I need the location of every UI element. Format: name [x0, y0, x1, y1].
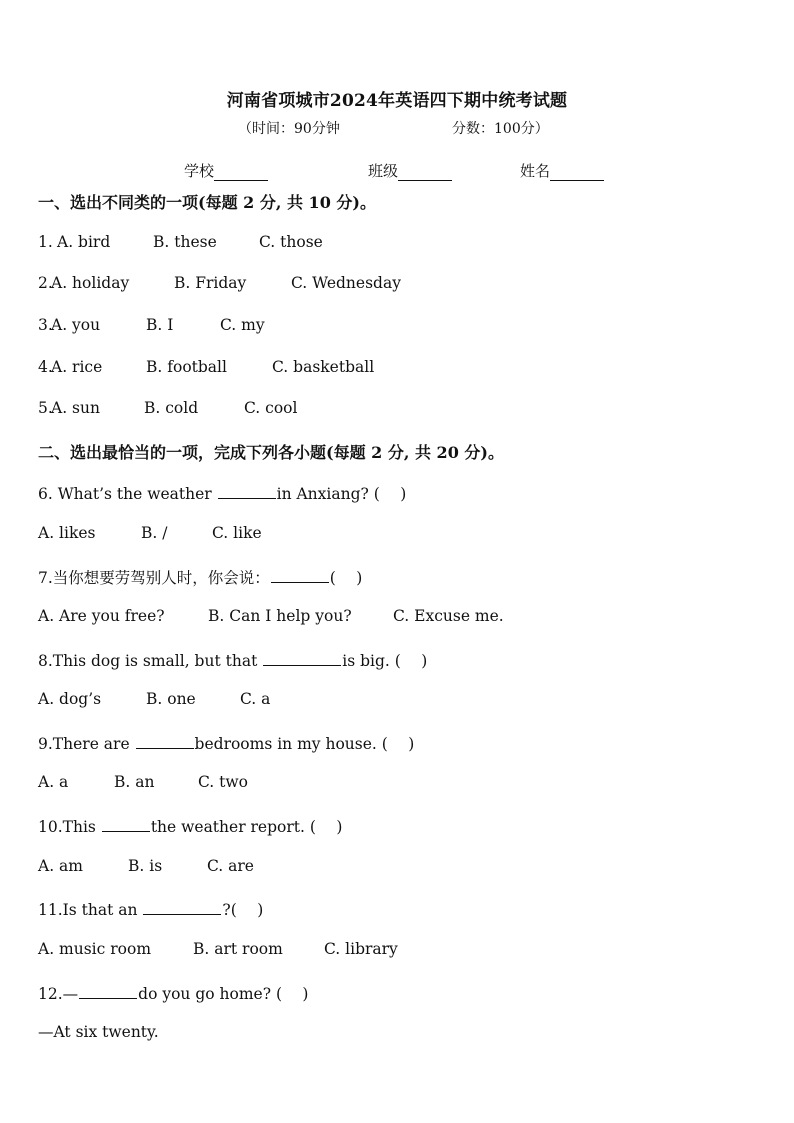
option-a: A. am: [38, 857, 83, 875]
option-a: A. a: [38, 773, 69, 791]
name-label: 姓名: [520, 162, 551, 180]
option-a: A. bird: [57, 233, 111, 251]
school-label: 学校: [184, 162, 215, 180]
exam-score: 分数：100分）: [452, 121, 549, 137]
option-c: C. like: [212, 524, 262, 542]
question-number: 5.: [38, 399, 53, 417]
question-8: [38, 649, 427, 671]
question-stem-start: 11.Is that an: [38, 901, 143, 919]
option-b: B. art room: [193, 940, 283, 958]
option-b: B. these: [153, 233, 217, 251]
question-6: [38, 482, 406, 504]
option-a: A. dog’s: [38, 690, 102, 708]
option-c: C. two: [198, 773, 248, 791]
question-stem-start: 6. What’s the weather: [38, 485, 217, 503]
option-c: C. those: [259, 233, 323, 251]
question-2: [38, 274, 401, 292]
question-stem-start: 7.当你想要劳驾别人时，你会说：: [38, 569, 270, 587]
option-c: C. basketball: [272, 358, 375, 376]
answer-blank[interactable]: [263, 651, 341, 666]
question-12-answer: —At six twenty.: [38, 1023, 159, 1041]
class-field: [368, 160, 452, 181]
question-10: [38, 815, 342, 837]
option-c: C. library: [324, 940, 398, 958]
option-b: B. cold: [144, 399, 199, 417]
section-1-heading: 一、选出不同类的一项(每题 2 分, 共 10 分)。: [38, 193, 376, 212]
page-title: 河南省项城市2024年英语四下期中统考试题: [226, 91, 568, 111]
option-c: C. Excuse me.: [393, 607, 504, 625]
name-field: [520, 160, 604, 181]
question-number: 2.: [38, 274, 53, 292]
class-label: 班级: [368, 162, 399, 180]
question-stem-start: 12.—: [38, 985, 79, 1003]
option-a: A. sun: [51, 399, 100, 417]
option-b: B. an: [114, 773, 155, 791]
answer-blank[interactable]: [102, 817, 150, 832]
option-a: A. likes: [38, 524, 96, 542]
option-c: C. are: [207, 857, 254, 875]
question-stem-end: bedrooms in my house. ( ): [194, 735, 415, 753]
question-stem-end: ?( ): [222, 901, 264, 919]
option-b: B. football: [146, 358, 227, 376]
answer-blank[interactable]: [271, 568, 329, 583]
question-6-options: [38, 524, 262, 542]
question-number: 3.: [38, 316, 53, 334]
answer-blank[interactable]: [143, 900, 221, 915]
question-stem-end: do you go home? ( ): [138, 985, 309, 1003]
option-b: B. is: [128, 857, 163, 875]
question-5: [38, 399, 298, 417]
question-stem-end: is big. ( ): [342, 652, 428, 670]
question-4: [38, 358, 375, 376]
question-11: [38, 898, 263, 920]
option-c: C. Wednesday: [291, 274, 401, 292]
option-b: B. one: [146, 690, 196, 708]
question-number: 1.: [38, 233, 53, 251]
question-3: [38, 316, 265, 334]
question-10-options: [38, 857, 254, 875]
question-stem-start: 8.This dog is small, but that: [38, 652, 263, 670]
question-stem-start: 10.This: [38, 818, 101, 836]
question-number: 4.: [38, 358, 53, 376]
answer-blank[interactable]: [136, 734, 194, 749]
question-stem-end: in Anxiang? ( ): [276, 485, 407, 503]
question-12: [38, 982, 308, 1004]
question-1: [38, 233, 323, 251]
question-7-options: [38, 607, 504, 625]
option-a: A. holiday: [51, 274, 130, 292]
question-stem-end: the weather report. ( ): [150, 818, 343, 836]
option-a: A. Are you free?: [38, 607, 165, 625]
question-8-options: [38, 690, 271, 708]
exam-time: （时间：90分钟: [238, 121, 340, 137]
school-field: [184, 160, 268, 181]
option-b: B. /: [141, 524, 168, 542]
school-blank[interactable]: [214, 164, 268, 181]
option-a: A. you: [51, 316, 101, 334]
question-9: [38, 732, 414, 754]
question-stem-start: 9.There are: [38, 735, 135, 753]
option-c: C. cool: [244, 399, 298, 417]
answer-blank[interactable]: [218, 484, 276, 499]
option-c: C. a: [240, 690, 271, 708]
option-b: B. Friday: [174, 274, 247, 292]
option-c: C. my: [220, 316, 265, 334]
class-blank[interactable]: [398, 164, 452, 181]
name-blank[interactable]: [550, 164, 604, 181]
section-2-heading: 二、选出最恰当的一项，完成下列各小题(每题 2 分, 共 20 分)。: [38, 443, 504, 462]
answer-blank[interactable]: [79, 984, 137, 999]
question-7: [38, 566, 362, 588]
question-11-options: [38, 940, 398, 958]
option-a: A. rice: [51, 358, 103, 376]
option-b: B. Can I help you?: [208, 607, 352, 625]
question-stem-end: ( ): [329, 569, 363, 587]
option-b: B. I: [146, 316, 174, 334]
question-9-options: [38, 773, 248, 791]
option-a: A. music room: [38, 940, 152, 958]
